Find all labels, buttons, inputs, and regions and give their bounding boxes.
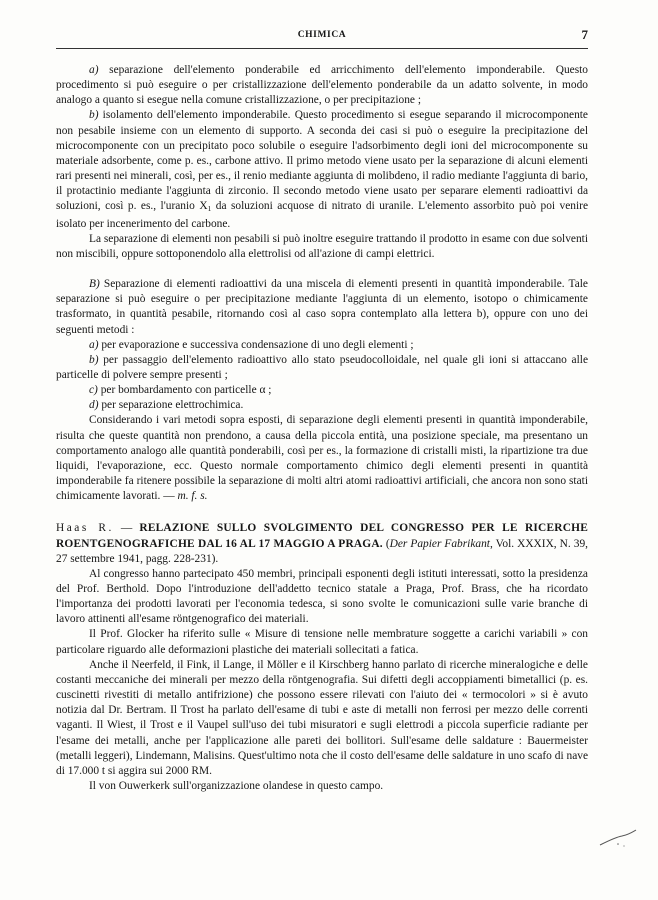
method-item [56, 338, 588, 353]
body-text [56, 63, 588, 794]
paragraph-text: isolamento dell'elemento imponderabile. Questo procedimento si esegue separando il microcomponente non pesabile insieme con un elemento di supporto. A seconda dei casi si può o eseguire la precipitazione del microcomponente con un precipitato poco solubile o eseguire l'adsorbimento degli ioni del microcomponente su materiale adsorbente, come p. es., carbone attivo. Il primo metodo viene usato per la separazione di alcuni elementi rari presenti nei minerali, così, per es., il renio mediante aggiunta di molibdeno, il radio mediante l'aggiunta di bario, il protactinio mediante l'aggiunta di zirconio. Il secondo metodo viene usato per separare elementi radioattivi da soluzioni, così p. es., l'uranio X [56, 109, 588, 213]
method-item [56, 383, 588, 398]
paragraph-text: Separazione di elementi radioattivi da una miscela di elementi presenti in quantità imponderabile. Tale separazione si può eseguire o per precipitazione mediante l'aggiunta di un elemento, isotopo o chimicamente trasformato, in quantità pesabile, ritornando così al caso sopra contemplato alla lettera b), oppure con uno dei seguenti metodi : [56, 278, 588, 336]
item-label: b) [89, 353, 99, 366]
article-paragraph: Al congresso hanno partecipato 450 membri, principali esponenti degli istituti interessati, sotto la presidenza del Prof. Berthold. Dopo l'introduzione dell'addetto tecnico statale a Praga, Prof. Brass, che ha ricordato l'importanza dei prodotti lavorati per l'economia tedesca, si sono svolte le comunicazioni sulle varie branche di lavoro attinenti all'esame röntgenografico dei materiali. [56, 567, 588, 626]
paragraph-a [56, 63, 588, 108]
item-text: per bombardamento con particelle α ; [97, 384, 272, 397]
article-title: RELAZIONE SULLO SVOLGIMENTO DEL CONGRESSO PER LE RICERCHE ROENTGENOGRAFICHE DAL 16 AL 17 MAGGIO A PRAGA. [56, 522, 588, 550]
method-item [56, 398, 588, 413]
item-text: per passaggio dell'elemento radioattivo allo stato pseudocolloidale, nel quale gli ioni si attaccano alle particelle di polvere sempre presenti ; [56, 353, 588, 381]
page-header [56, 27, 588, 44]
header-rule [56, 48, 588, 49]
paragraph-b [56, 108, 588, 231]
paragraph-text: separazione dell'elemento ponderabile ed arricchimento dell'elemento imponderabile. Questo procedimento si può eseguire o per cristallizzazione dell'elemento ponderabile da un adatto solvente, in modo analogo a quanto si esegue nella comune cristallizzazione, o per precipitazione ; [56, 64, 588, 107]
paragraph-text: da soluzioni acquose di nitrato di uranile. L'elemento assorbito può poi venire isolato per incenerimento del carbone. [56, 200, 588, 230]
method-item [56, 353, 588, 383]
section-b-intro [56, 277, 588, 338]
article-paragraph: Anche il Neerfeld, il Fink, il Lange, il Möller e il Kirschberg hanno parlato di ricerche mineralogiche e delle costanti meccaniche dei minerali per mezzo della röntgenografia. Sui difetti degli accoppiamenti bimetallici (p. es. cuscinetti rivestiti di metallo antifrizione) che possono essere rilevati con l'aiuto dei « termocolori » si è avuto notizia dal Dr. Bertram. Il Trost ha parlato dell'esame di tubi e aste di metalli non ferrosi per mezzo delle correnti vaganti. Il Wiest, il Trost e il Vaupel sull'uso dei tubi misuratori e sugli elettrodi a piccola superficie radiante per l'esame dei metalli, anche per l'applicazione alle pareti dei bollitori. Sull'esame delle saldature : Bauermeister (metalli leggeri), Lindemann, Malisins. Quest'ultimo nota che il costo dell'esame delle saldature in uno scafo di nave di 17.000 t si aggira sui 2000 RM. [56, 658, 588, 777]
item-label: c) [89, 384, 98, 397]
source-journal: Der Papier Fabrikant [389, 537, 490, 550]
paragraph-electrolysis: La separazione di elementi non pesabili si può inoltre eseguire trattando il prodotto in esame con due solventi non miscibili, oppure sottoponendolo alla elettrolisi od all'azione di campi elettrici. [56, 232, 588, 260]
article-heading [56, 521, 588, 566]
paragraph-text: Considerando i vari metodi sopra esposti, di separazione degli elementi presenti in quantità imponderabile, risulta che queste quantità non prendono, a causa della piccola entità, una posizione speciale, ma presentano un comportamento analogo alle quantità ponderabili, così per es., la formazione di cristalli misti, la ripartizione tra due liquidi, l'evaporazione, ecc. Questo normale comportamento chimico degli elementi presenti in quantità imponderabile fa ritenere possibile la separazione di molti altri atomi radioattivi artificiali, che ancora non sono stati chimicamente lavorati. — [56, 414, 588, 503]
item-text: per separazione elettrochimica. [98, 399, 244, 412]
pen-mark-icon [598, 827, 638, 849]
heading-dash: — [113, 522, 140, 535]
source-open: ( [382, 537, 390, 550]
item-text: per evaporazione e successiva condensazione di uno degli elementi ; [98, 338, 414, 351]
source-details: , Vol. XXXIX, N. 39, 27 settembre 1941, pagg. 228-231). [56, 537, 588, 565]
section-label: B) [89, 278, 100, 291]
item-label: a) [89, 64, 99, 76]
item-label: b) [89, 109, 99, 122]
paragraph-conclusion [56, 413, 588, 504]
article-paragraph: Il von Ouwerkerk sull'organizzazione olandese in questo campo. [89, 780, 384, 793]
page-number: 7 [581, 27, 588, 42]
running-title: CHIMICA [297, 30, 347, 40]
article-author: Haas R. [56, 522, 114, 535]
subscript: 1 [207, 204, 212, 214]
signature: m. f. s. [177, 490, 208, 503]
article-paragraph: Il Prof. Glocker ha riferito sulle « Misure di tensione nelle membrature soggette a carichi variabili » con particolare riguardo alle deformazioni plastiche dei materiali sollecitati a fatica. [56, 628, 588, 656]
item-label: d) [89, 399, 99, 412]
item-label: a) [89, 338, 99, 351]
